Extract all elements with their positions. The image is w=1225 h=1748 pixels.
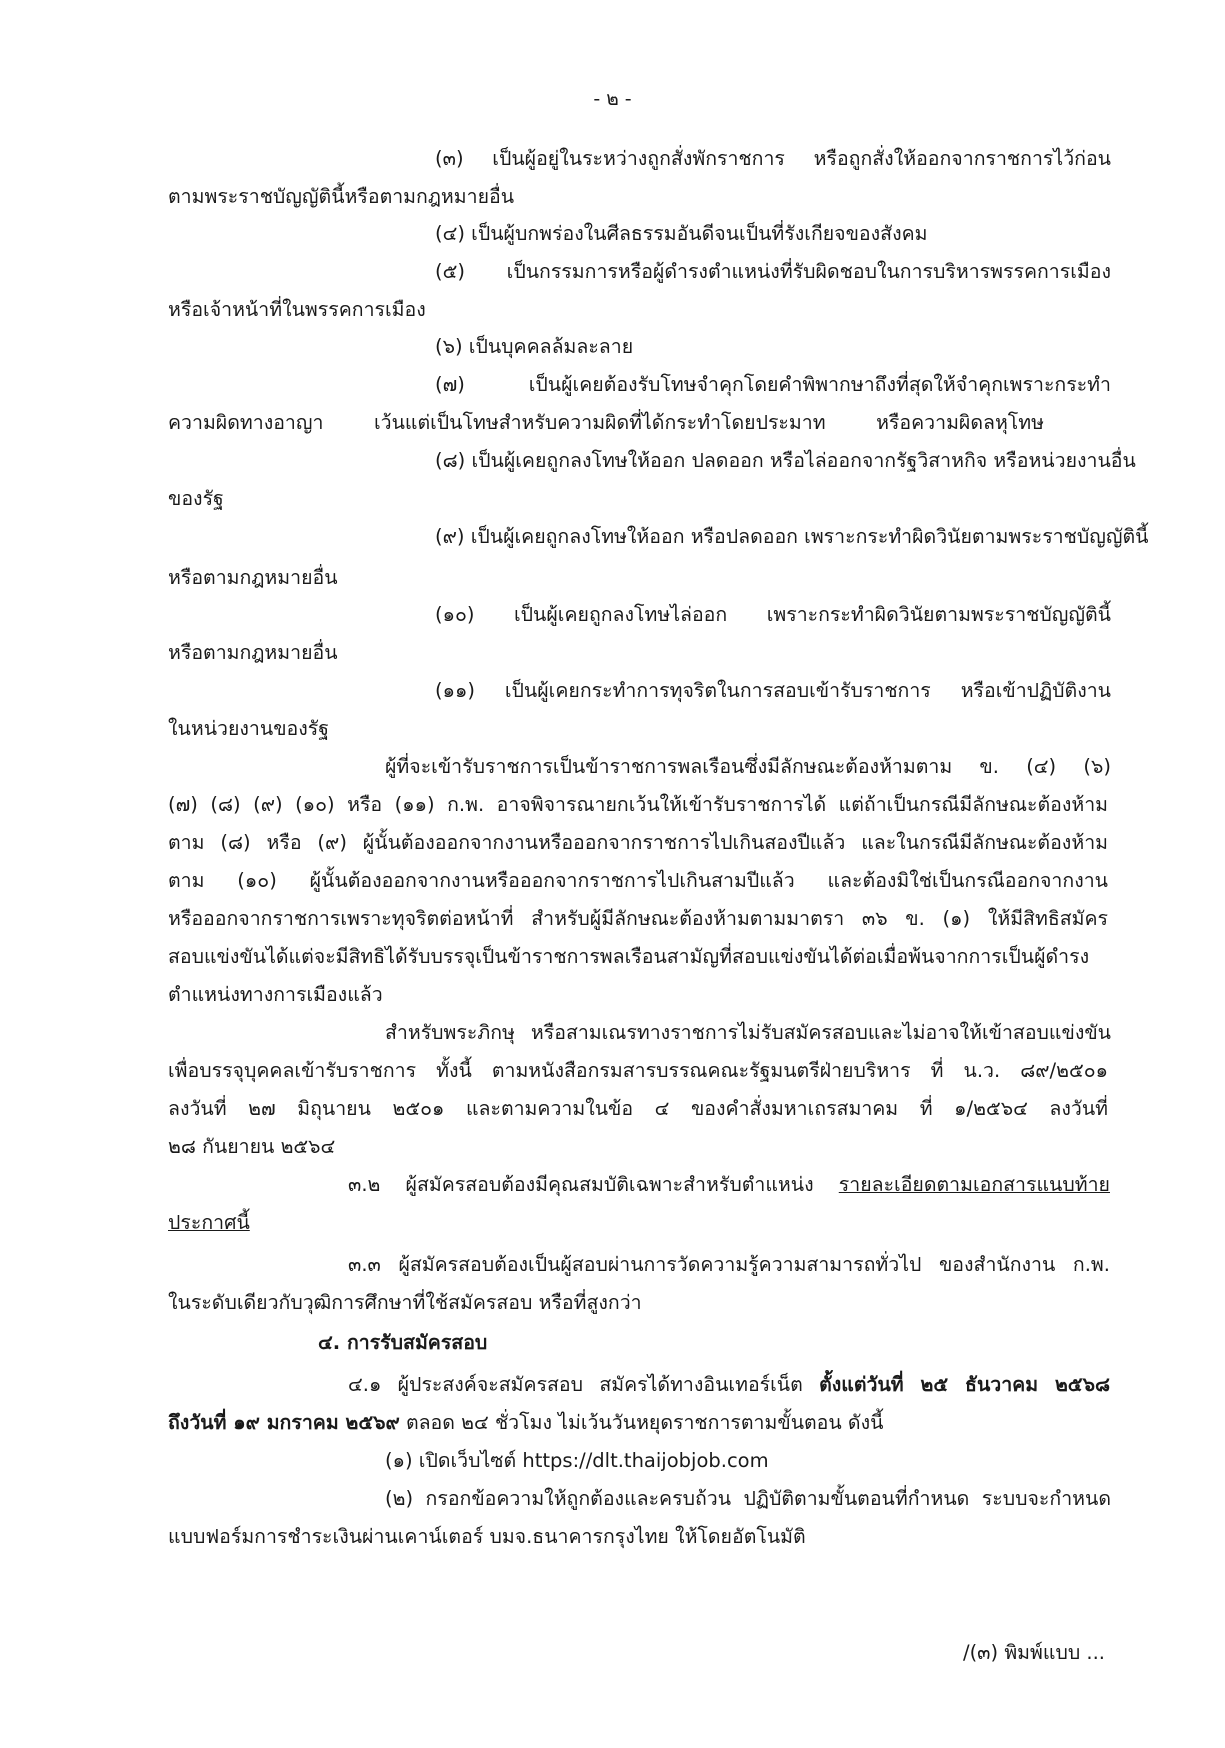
exemption-para-line-7: ตำแหน่งทางการเมืองแล้ว [168,983,383,1006]
step-2: (๒) กรอกข้อความให้ถูกต้องและครบถ้วน ปฏิบัติตามขั้นตอนที่กำหนด ระบบจะกำหนด [385,1487,1111,1510]
item-4: (๔) เป็นผู้บกพร่องในศีลธรรมอันดีจนเป็นที่รังเกียจของสังคม [435,222,928,245]
exemption-para-line-5: หรือออกจากราชการเพราะทุจริตต่อหน้าที่ สำหรับผู้มีลักษณะต้องห้ามตามมาตรา ๓๖ ข. (๑) ให้มีสิทธิสมัคร [168,907,1108,930]
item-10: (๑๐) เป็นผู้เคยถูกลงโทษไล่ออก เพราะกระทำผิดวินัยตามพระราชบัญญัตินี้ [435,603,1111,626]
clause-3-2-cont: ประกาศนี้ [168,1211,250,1234]
exemption-para-line-1: ผู้ที่จะเข้ารับราชการเป็นข้าราชการพลเรือนซึ่งมีลักษณะต้องห้ามตาม ข. (๔) (๖) [385,755,1111,778]
monk-para-line-2: เพื่อบรรจุบุคคลเข้ารับราชการ ทั้งนี้ ตามหนังสือกรมสารบรรณคณะรัฐมนตรีฝ่ายบริหาร ที่ น.ว. ๘๙/๒๕๐๑ [168,1059,1108,1082]
application-start-date: ตั้งแต่วันที่ ๒๕ ธันวาคม ๒๕๖๘ [819,1373,1110,1396]
clause-4-1-cont [168,1410,883,1436]
attachment-reference: รายละเอียดตามเอกสารแนบท้าย [838,1173,1110,1196]
item-9: (๙) เป็นผู้เคยถูกลงโทษให้ออก หรือปลดออก เพราะกระทำผิดวินัยตามพระราชบัญญัตินี้ [435,525,1149,548]
monk-para-line-4: ๒๘ กันยายน ๒๕๖๔ [168,1135,336,1158]
exemption-para-line-4: ตาม (๑๐) ผู้นั้นต้องออกจากงานหรือออกจากราชการไปเกินสามปีแล้ว และต้องมิใช่เป็นกรณีออกจากงาน [168,869,1108,892]
application-end-date: ถึงวันที่ ๑๙ มกราคม ๒๕๖๙ [168,1411,400,1434]
clause-4-1-cont-text: ตลอด ๒๔ ชั่วโมง ไม่เว้นวันหยุดราชการตามขั้นตอน ดังนี้ [399,1411,884,1434]
continuation-note: /(๓) พิมพ์แบบ ... [963,1641,1105,1664]
item-3-cont: ตามพระราชบัญญัตินี้หรือตามกฎหมายอื่น [168,185,515,208]
item-5: (๕) เป็นกรรมการหรือผู้ดำรงตำแหน่งที่รับผิดชอบในการบริหารพรรคการเมือง [435,260,1111,283]
item-5-cont: หรือเจ้าหน้าที่ในพรรคการเมือง [168,298,426,321]
clause-4-1 [348,1372,1110,1398]
exemption-para-line-2: (๗) (๘) (๙) (๑๐) หรือ (๑๑) ก.พ. อาจพิจารณายกเว้นให้เข้ารับราชการได้ แต่ถ้าเป็นกรณีมีลักษณะต้องห้าม [168,793,1108,816]
monk-para-line-1: สำหรับพระภิกษุ หรือสามเณรทางราชการไม่รับสมัครสอบและไม่อาจให้เข้าสอบแข่งขัน [385,1021,1111,1044]
exemption-para-line-3: ตาม (๘) หรือ (๙) ผู้นั้นต้องออกจากงานหรือออกจากราชการไปเกินสองปีแล้ว และในกรณีมีลักษณะต้องห้าม [168,831,1108,854]
clause-4-1-text: ๔.๑ ผู้ประสงค์จะสมัครสอบ สมัครได้ทางอินเทอร์เน็ต [348,1373,820,1396]
clause-3-2 [348,1172,1110,1198]
exemption-para-line-6: สอบแข่งขันได้แต่จะมีสิทธิได้รับบรรจุเป็นข้าราชการพลเรือนสามัญที่สอบแข่งขันได้ต่อเมื่อพ้นจากการเป็นผู้ดำรง [168,945,1090,968]
item-11: (๑๑) เป็นผู้เคยกระทำการทุจริตในการสอบเข้ารับราชการ หรือเข้าปฏิบัติงาน [435,679,1111,702]
page-number: - ๒ - [593,88,632,110]
step-1: (๑) เปิดเว็บไซต์ https://dlt.thaijobjob.com [385,1449,769,1472]
item-10-cont: หรือตามกฎหมายอื่น [168,641,338,664]
section-4-heading: ๔. การรับสมัครสอบ [318,1331,488,1354]
item-3: (๓) เป็นผู้อยู่ในระหว่างถูกสั่งพักราชการ หรือถูกสั่งให้ออกจากราชการไว้ก่อน [435,147,1111,170]
item-7-cont: ความผิดทางอาญา เว้นแต่เป็นโทษสำหรับความผิดที่ได้กระทำโดยประมาท หรือความผิดลหุโทษ [168,411,1044,434]
item-8-cont: ของรัฐ [168,487,224,510]
item-9-cont: หรือตามกฎหมายอื่น [168,566,338,589]
item-8: (๘) เป็นผู้เคยถูกลงโทษให้ออก ปลดออก หรือไล่ออกจากรัฐวิสาหกิจ หรือหน่วยงานอื่น [435,449,1136,472]
monk-para-line-3: ลงวันที่ ๒๗ มิถุนายน ๒๕๐๑ และตามความในข้อ ๔ ของคำสั่งมหาเถรสมาคม ที่ ๑/๒๕๖๔ ลงวันที่ [168,1097,1108,1120]
item-7: (๗) เป็นผู้เคยต้องรับโทษจำคุกโดยคำพิพากษาถึงที่สุดให้จำคุกเพราะกระทำ [435,373,1111,396]
clause-3-3: ๓.๓ ผู้สมัครสอบต้องเป็นผู้สอบผ่านการวัดความรู้ความสามารถทั่วไป ของสำนักงาน ก.พ. [348,1253,1110,1276]
clause-3-3-cont: ในระดับเดียวกับวุฒิการศึกษาที่ใช้สมัครสอบ หรือที่สูงกว่า [168,1291,642,1314]
clause-3-2-text: ๓.๒ ผู้สมัครสอบต้องมีคุณสมบัติเฉพาะสำหรับตำแหน่ง [348,1173,839,1196]
item-6: (๖) เป็นบุคคลล้มละลาย [435,335,634,358]
step-2-cont: แบบฟอร์มการชำระเงินผ่านเคาน์เตอร์ บมจ.ธนาคารกรุงไทย ให้โดยอัตโนมัติ [168,1525,806,1548]
item-11-cont: ในหน่วยงานของรัฐ [168,717,330,740]
